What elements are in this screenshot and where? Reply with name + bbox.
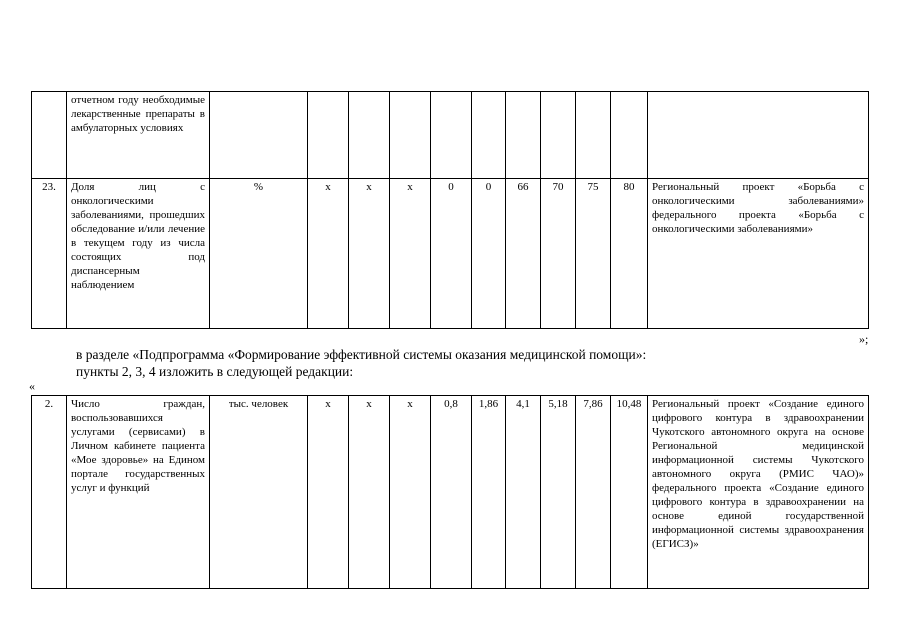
value-cell: 66 (506, 179, 541, 329)
value-cell: 0 (472, 179, 506, 329)
amendment-paragraph: пункты 2, 3, 4 изложить в следующей редакции: (76, 364, 354, 379)
project-cell: Региональный проект «Создание единого цифрового контура в здравоохранении Чукотского автономного округа на основе Региональной медицинской информационной системы Чукотского автономного округа (РМИС ЧАО)» федерального проекта «Создание единого цифрового контура в здравоохранении на основе единой государственной информационной системы здравоохранения (ЕГИСЗ)» (648, 396, 869, 589)
value-cell: 1,86 (472, 396, 506, 589)
row-number-cell: 23. (32, 179, 67, 329)
value-cell: x (349, 179, 390, 329)
value-cell: x (390, 179, 431, 329)
value-cell: x (349, 396, 390, 589)
indicator-name-cell: отчетном году необходимые лекарственные препараты в амбулаторных условиях (67, 92, 210, 179)
value-cell: 10,48 (611, 396, 648, 589)
unit-cell: тыс. человек (210, 396, 308, 589)
value-cell: 4,1 (506, 396, 541, 589)
value-cell: 0,8 (431, 396, 472, 589)
value-cell: x (308, 179, 349, 329)
value-cell: x (308, 396, 349, 589)
value-cell: 7,86 (576, 396, 611, 589)
project-cell: Региональный проект «Борьба с онкологическими заболеваниями» федерального проекта «Борьба с онкологическими заболеваниями» (648, 179, 869, 329)
row-number-cell: 2. (32, 396, 67, 589)
value-cell: 75 (576, 179, 611, 329)
indicators-table-bottom (31, 395, 869, 589)
value-cell: 5,18 (541, 396, 576, 589)
indicator-name-cell: Число граждан, воспользовавшихся услугами (сервисами) в Личном кабинете пациента «Мое здоровье» на Едином портале государственных услуг и функций (67, 396, 210, 589)
value-cell: 70 (541, 179, 576, 329)
unit-cell: % (210, 179, 308, 329)
amendment-paragraph: в разделе «Подпрограмма «Формирование эффективной системы оказания медицинской помощи»: (76, 347, 647, 362)
indicators-table-top (31, 91, 869, 329)
table-row (32, 92, 869, 179)
indicator-name-cell: Доля лиц с онкологическими заболеваниями, прошедших обследование и/или лечение в текущем году из числа состоящих под диспансерным наблюдением (67, 179, 210, 329)
row-number-cell (32, 92, 67, 179)
value-cell: 0 (431, 179, 472, 329)
value-cell: x (390, 396, 431, 589)
table-row (32, 396, 869, 589)
closing-quote-mark: »; (859, 332, 869, 346)
table-row (32, 179, 869, 329)
opening-quote-mark: « (29, 379, 35, 393)
value-cell: 80 (611, 179, 648, 329)
